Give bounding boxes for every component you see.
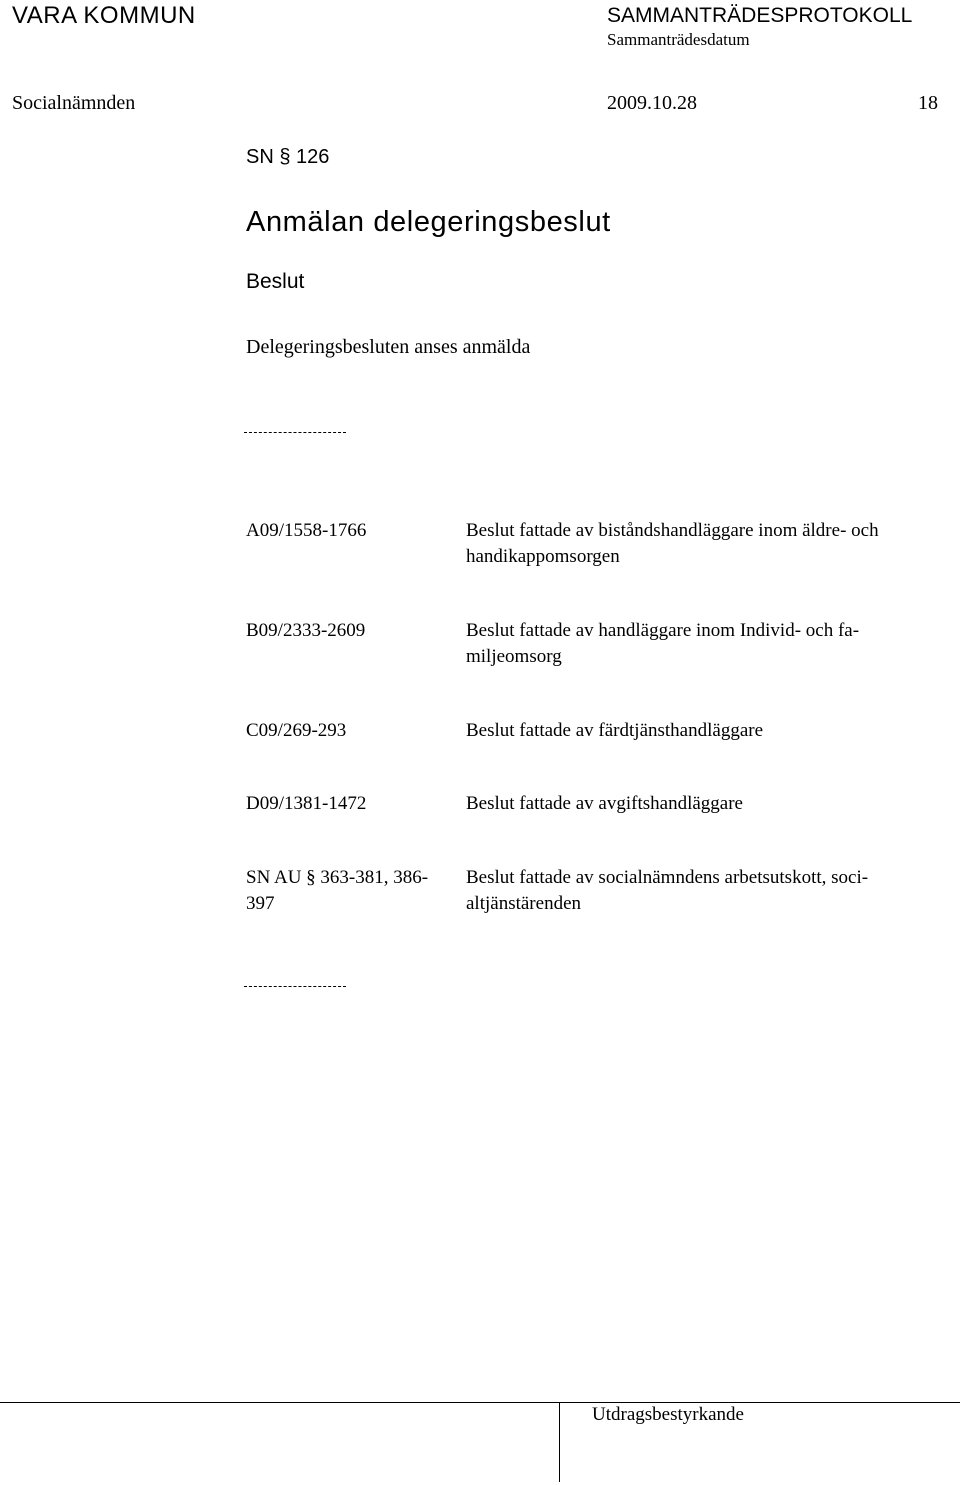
entry-reference (246, 718, 456, 744)
entry-description-line: altjänstärenden (466, 893, 582, 914)
committee-name: Socialnämnden (12, 92, 136, 114)
entry-reference-line: D09/1381-1472 (246, 793, 367, 814)
footer-divider (559, 1402, 560, 1482)
entry-description (466, 865, 946, 917)
decision-heading: Beslut (246, 270, 305, 293)
entry-description-line: Beslut fattade av biståndshandläggare inom äldre- och (466, 520, 879, 541)
entry-description-line: Beslut fattade av färdtjänsthandläggare (466, 720, 764, 741)
entry-reference-line: B09/2333-2609 (246, 620, 366, 641)
entry-description-line: Beslut fattade av socialnämndens arbetsutskott, soci- (466, 867, 869, 888)
paragraph-number: SN § 126 (246, 146, 330, 168)
entry-reference-line: SN AU § 363-381, 386- (246, 867, 429, 888)
separator-line (244, 432, 346, 433)
entry-description (466, 718, 946, 744)
footer-rule (0, 1402, 960, 1403)
entry-reference-line: A09/1558-1766 (246, 520, 367, 541)
entry-reference-line: 397 (246, 893, 275, 914)
entry-description (466, 791, 946, 817)
entry-reference-line: C09/269-293 (246, 720, 347, 741)
page-number: 18 (918, 92, 938, 114)
entry-description-line: Beslut fattade av avgiftshandläggare (466, 793, 743, 814)
section-title: Anmälan delegeringsbeslut (246, 206, 611, 238)
entry-description-line: miljeomsorg (466, 646, 562, 667)
entry-description (466, 618, 946, 670)
meeting-date-label: Sammanträdesdatum (607, 30, 750, 49)
organization-name: VARA KOMMUN (12, 2, 196, 29)
entry-reference (246, 618, 456, 644)
entry-reference (246, 518, 456, 544)
entry-description-line: Beslut fattade av handläggare inom Individ- och fa- (466, 620, 860, 641)
decision-text: Delegeringsbesluten anses anmälda (246, 336, 531, 358)
meeting-date: 2009.10.28 (607, 92, 697, 114)
separator-line (244, 986, 346, 987)
document-type: SAMMANTRÄDESPROTOKOLL (607, 4, 913, 27)
entry-reference (246, 791, 456, 817)
entry-description-line: handikappomsorgen (466, 546, 620, 567)
entry-reference (246, 865, 456, 917)
certification-label: Utdragsbestyrkande (592, 1404, 744, 1425)
entry-description (466, 518, 946, 570)
